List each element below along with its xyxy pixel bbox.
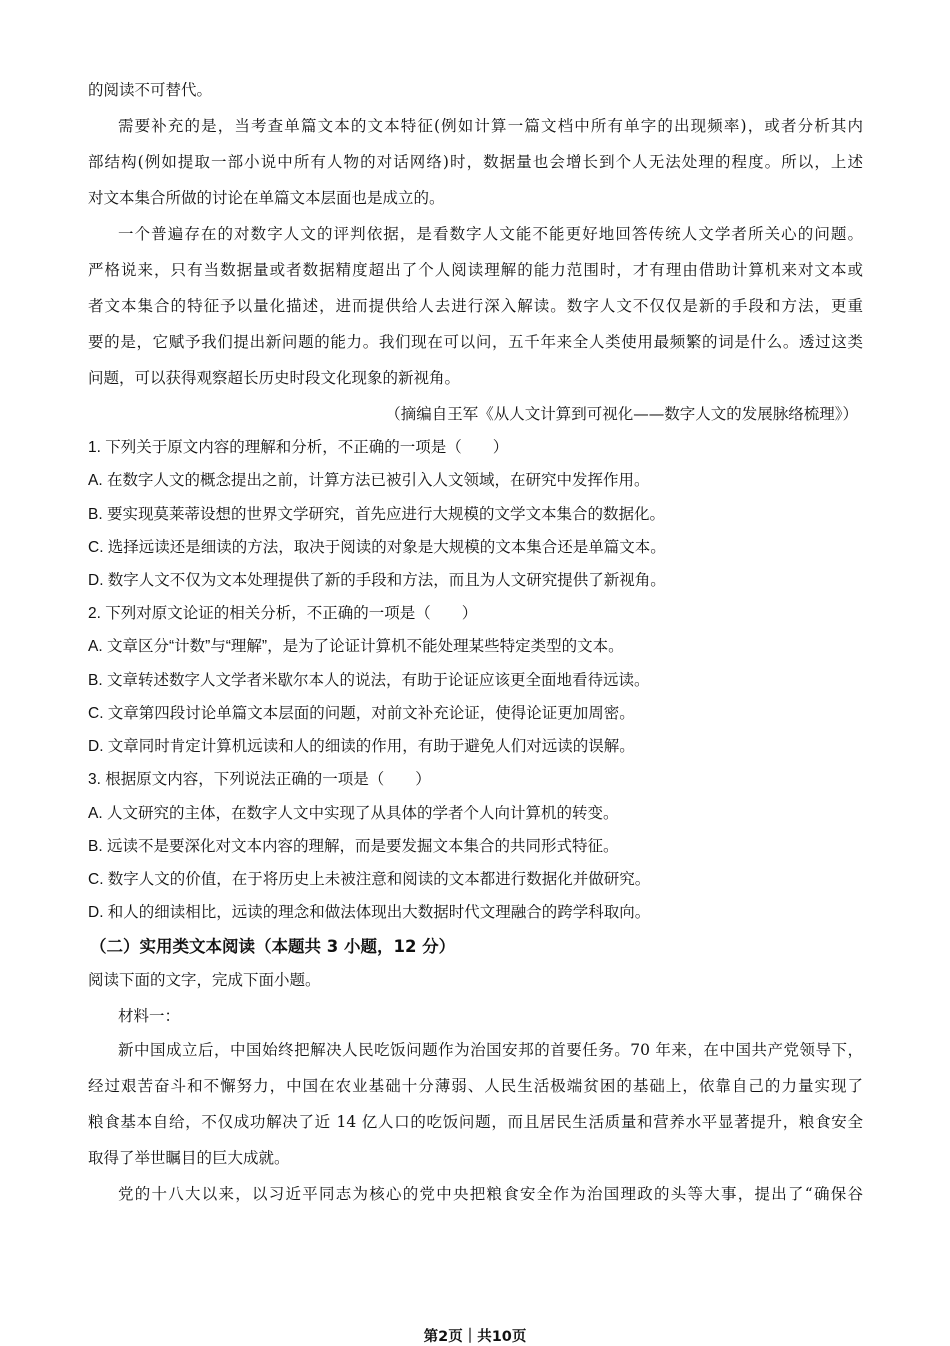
paragraph-2-line-1: 需要补充的是，当考查单篇文本的文本特征(例如计算一篇文档中所有单字的出现频率)，或者分析其内 — [118, 117, 863, 135]
question-2-stem: 2. 下列对原文论证的相关分析，不正确的一项是（ ） — [88, 605, 478, 622]
material-1-para-1-line-1: 新中国成立后，中国始终把解决人民吃饭问题作为治国安邦的首要任务。70 年来，在中国共产党领导下， — [118, 1041, 863, 1059]
paragraph-3-line-5: 问题，可以获得观察超长历史时段文化现象的新视角。 — [88, 369, 461, 387]
source-citation: （摘编自王军《从人文计算到可视化——数字人文的发展脉络梳理》） — [385, 405, 858, 423]
page-footer: 第2页｜共10页 — [423, 1329, 527, 1345]
material-1-para-1-line-2: 经过艰苦奋斗和不懈努力，中国在农业基础十分薄弱、人民生活极端贫困的基础上，依靠自己的力量实现了 — [88, 1077, 863, 1095]
question-3-option-d: D. 和人的细读相比，远读的理念和做法体现出大数据时代文理融合的跨学科取向。 — [88, 904, 651, 921]
question-1-option-c: C. 选择远读还是细读的方法，取决于阅读的对象是大规模的文本集合还是单篇文本。 — [88, 539, 666, 556]
question-3-option-b: B. 远读不是要深化对文本内容的理解，而是要发掘文本集合的共同形式特征。 — [88, 838, 619, 855]
question-1-option-d: D. 数字人文不仅为文本处理提供了新的手段和方法，而且为人文研究提供了新视角。 — [88, 572, 666, 589]
question-3-option-c: C. 数字人文的价值，在于将历史上未被注意和阅读的文本都进行数据化并做研究。 — [88, 871, 651, 888]
question-2-option-b: B. 文章转述数字人文学者米歇尔本人的说法，有助于论证应该更全面地看待远读。 — [88, 672, 650, 689]
question-2-option-a: A. 文章区分“计数”与“理解”，是为了论证计算机不能处理某些特定类型的文本。 — [88, 638, 624, 655]
paragraph-2-line-3: 对文本集合所做的讨论在单篇文本层面也是成立的。 — [88, 189, 445, 207]
paragraph-3-line-2: 严格说来，只有当数据量或者数据精度超出了个人阅读理解的能力范围时，才有理由借助计算机来对文本或 — [88, 261, 863, 279]
material-1-para-1-line-4: 取得了举世瞩目的巨大成就。 — [88, 1149, 290, 1167]
question-3-option-a: A. 人文研究的主体，在数字人文中实现了从具体的学者个人向计算机的转变。 — [88, 805, 619, 822]
section-heading: （二）实用类文本阅读（本题共 3 小题，12 分） — [90, 937, 456, 956]
paragraph-3-line-1: 一个普遍存在的对数字人文的评判依据，是看数字人文能不能更好地回答传统人文学者所关心的问题。 — [118, 225, 863, 243]
question-2-option-d: D. 文章同时肯定计算机远读和人的细读的作用，有助于避免人们对远读的误解。 — [88, 738, 635, 755]
material-1-para-1-line-3: 粮食基本自给，不仅成功解决了近 14 亿人口的吃饭问题，而且居民生活质量和营养水平显著提升，粮食安全 — [88, 1113, 863, 1131]
section-instruction: 阅读下面的文字，完成下面小题。 — [88, 972, 321, 989]
material-1-para-2-line-1: 党的十八大以来，以习近平同志为核心的党中央把粮食安全作为治国理政的头等大事，提出了“确保谷 — [118, 1185, 863, 1203]
material-label: 材料一： — [118, 1007, 181, 1025]
paragraph-2-line-2: 部结构(例如提取一部小说中所有人物的对话网络)时，数据量也会增长到个人无法处理的程度。所以，上述 — [88, 153, 863, 171]
question-2-option-c: C. 文章第四段讨论单篇文本层面的问题，对前文补充论证，使得论证更加周密。 — [88, 705, 635, 722]
paragraph-3-line-4: 要的是，它赋予我们提出新问题的能力。我们现在可以问，五千年来全人类使用最频繁的词是什么。透过这类 — [88, 333, 863, 351]
question-3-stem: 3. 根据原文内容，下列说法正确的一项是（ ） — [88, 771, 431, 788]
question-1-stem: 1. 下列关于原文内容的理解和分析，不正确的一项是（ ） — [88, 439, 509, 456]
paragraph-3-line-3: 者文本集合的特征予以量化描述，进而提供给人去进行深入解读。数字人文不仅仅是新的手段和方法，更重 — [88, 297, 863, 315]
question-1-option-a: A. 在数字人文的概念提出之前，计算方法已被引入人文领域，在研究中发挥作用。 — [88, 472, 650, 489]
paragraph-tail: 的阅读不可替代。 — [88, 81, 213, 99]
question-1-option-b: B. 要实现莫莱蒂设想的世界文学研究，首先应进行大规模的文学文本集合的数据化。 — [88, 506, 665, 523]
